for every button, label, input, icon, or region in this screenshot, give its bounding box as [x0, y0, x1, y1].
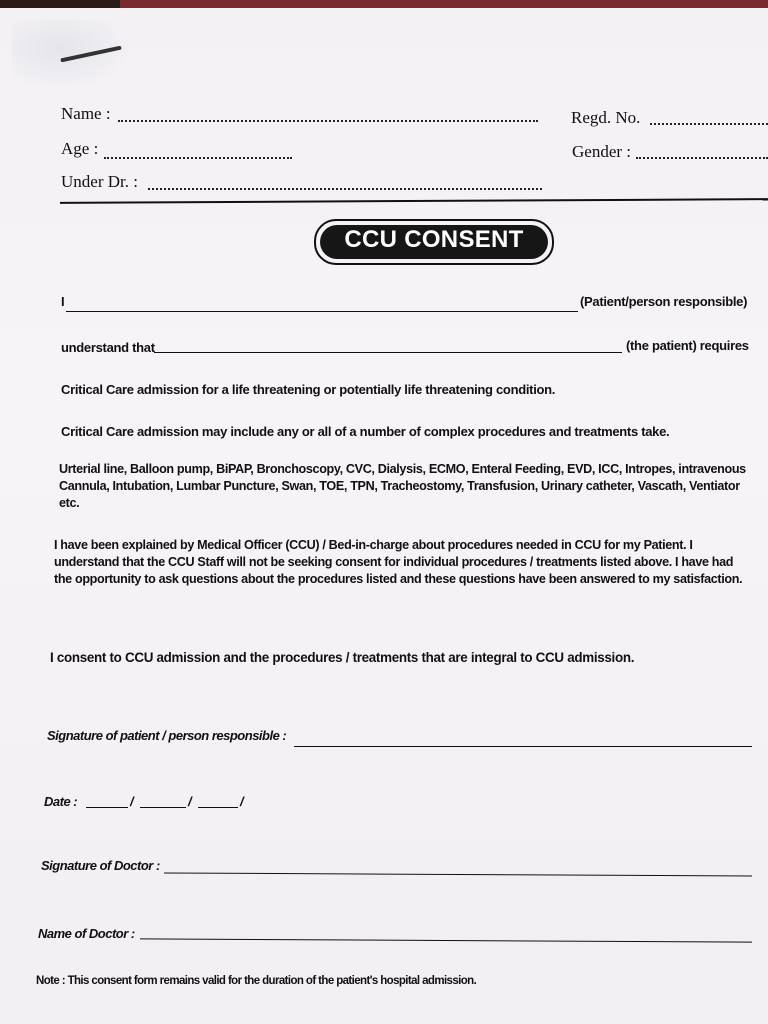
patient-signature-label: Signature of patient / person responsible :	[47, 728, 287, 743]
name-label: Name :	[61, 104, 111, 123]
date-slash: /	[240, 794, 244, 809]
page-title: CCU CONSENT	[320, 225, 548, 259]
under-doctor-label: Under Dr. :	[61, 172, 138, 191]
responsible-suffix: (Patient/person responsible)	[580, 294, 748, 309]
date-slash: /	[188, 794, 192, 809]
doctor-signature-label: Signature of Doctor :	[41, 858, 160, 873]
regd-no-label: Regd. No.	[571, 108, 641, 127]
procedures-list: Urterial line, Balloon pump, BiPAP, Bronchoscopy, CVC, Dialysis, ECMO, Enteral Feeding, EVD, ICC, Intropes, intravenous Cannula, Intubation, Lumbar Puncture, Swan, TOE, TPN, Tracheostomy, Transfusion, Urinary catheter, Vascath, Ventiator etc.	[59, 462, 746, 510]
i-label: I	[61, 294, 65, 309]
date-label: Date :	[44, 794, 78, 809]
gender-label: Gender :	[572, 142, 632, 161]
regd-no-field[interactable]	[650, 123, 768, 125]
gender-field[interactable]	[636, 157, 768, 159]
requires-suffix: (the patient) requires	[626, 338, 749, 353]
validity-note: Note : This consent form remains valid for the duration of the patient's hospital admission.	[36, 975, 477, 987]
header-divider	[60, 198, 768, 204]
under-doctor-field[interactable]	[148, 188, 542, 190]
age-label: Age :	[61, 139, 99, 158]
doctor-name-label: Name of Doctor :	[38, 926, 135, 941]
doctor-signature-line[interactable]	[164, 872, 752, 876]
admission-line-2: Critical Care admission may include any or all of a number of complex procedures and treatments take.	[61, 424, 670, 439]
patient-name-line[interactable]	[154, 352, 622, 353]
understand-label: understand that	[61, 340, 155, 355]
date-day-field[interactable]	[86, 807, 128, 808]
responsible-name-line[interactable]	[66, 311, 578, 312]
date-month-field[interactable]	[140, 807, 186, 808]
patient-signature-line[interactable]	[294, 746, 752, 747]
doctor-name-line[interactable]	[140, 938, 752, 942]
admission-line-1: Critical Care admission for a life threatening or potentially life threatening condition.	[61, 382, 556, 397]
consent-statement: I consent to CCU admission and the procedures / treatments that are integral to CCU admission.	[50, 650, 635, 665]
consent-form-page	[0, 8, 768, 1024]
name-field[interactable]	[118, 120, 538, 122]
explanation-paragraph: I have been explained by Medical Officer (CCU) / Bed-in-charge about procedures needed in CCU for my Patient. I understand that the CCU Staff will not be seeking consent for individual procedures / treatments listed above. I have had the opportunity to ask questions about the procedures listed and these questions have been answered to my satisfaction.	[54, 538, 743, 586]
date-year-field[interactable]	[198, 807, 238, 808]
title-badge	[314, 219, 554, 265]
age-field[interactable]	[104, 157, 292, 159]
date-slash: /	[130, 794, 134, 809]
